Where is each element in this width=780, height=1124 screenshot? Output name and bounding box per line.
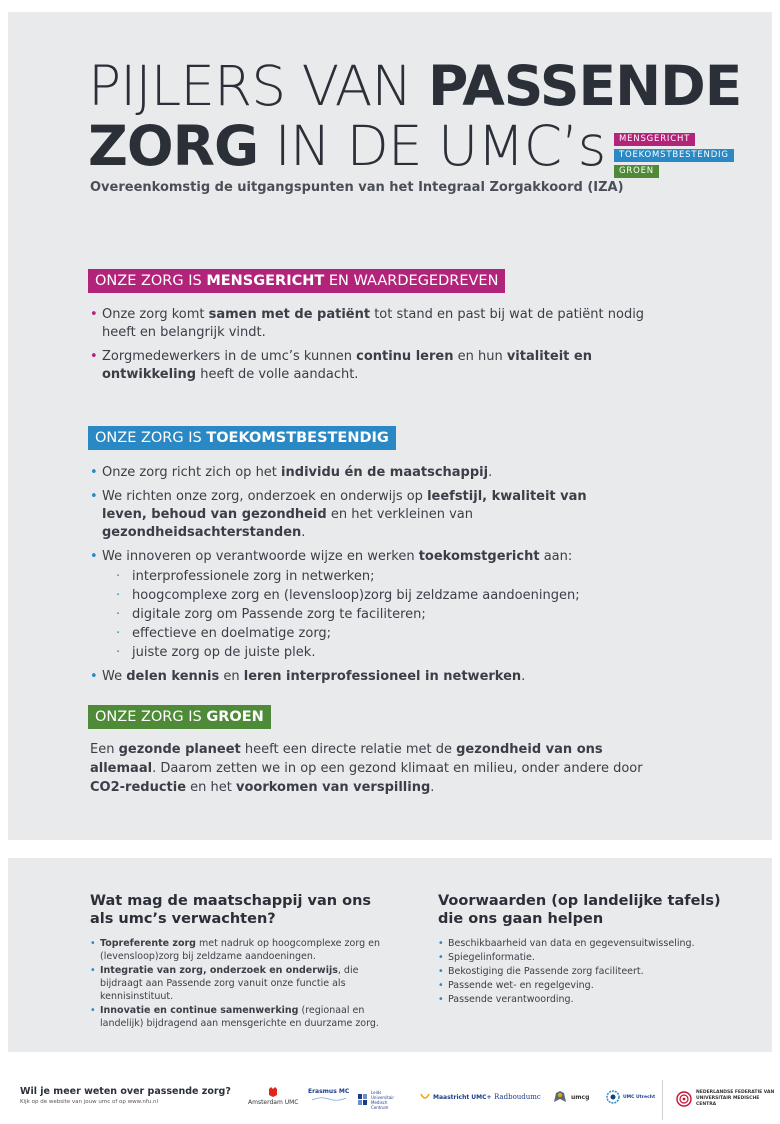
- expectations-title: Wat mag de maatschappij van ons als umc’s verwachten?: [90, 893, 372, 927]
- title-line1-normal: PIJLERS VAN: [88, 54, 428, 118]
- list-item: • Innovatie en continue samenwerking (regionaal en landelijk) bijdragend aan mensgerichte en duurzame zorg.: [90, 1004, 400, 1030]
- umc-utrecht-icon: [606, 1090, 620, 1104]
- list-item: • Zorgmedewerkers in de umc’s kunnen continu leren en hun vitaliteit en ontwikkeling heeft de volle aandacht.: [90, 348, 650, 384]
- lumc-icon: [358, 1094, 368, 1106]
- pillar-tags: [614, 126, 734, 174]
- list-item: • Integratie van zorg, onderzoek en onderwijs, die bijdraagt aan Passende zorg vanuit onze functie als kennisinstituut.: [90, 964, 400, 1003]
- list-item: • We innoveren op verantwoorde wijze en werken toekomstgericht aan: · interprofessionele zorg in netwerken; · hoogcomplexe zorg en (levensloop)zorg bij zeldzame aandoeningen; · digitale zorg om Passende zorg te faciliteren; · effectieve en doelmatige zorg; · juiste zorg op de juiste plek.: [90, 548, 590, 662]
- conditions-list: [438, 937, 738, 1007]
- section-heading-mensgericht: ONZE ZORG IS MENSGERICHT EN WAARDEGEDREVEN: [88, 269, 505, 293]
- nfu-icon: [676, 1091, 692, 1107]
- sub-list-item: · digitale zorg om Passende zorg te faciliteren;: [102, 606, 590, 624]
- logo-erasmus-mc[interactable]: Erasmus MC: [308, 1088, 349, 1102]
- sub-list-item: · juiste zorg op de juiste plek.: [102, 644, 590, 662]
- logo-radboudumc[interactable]: Radboudumc: [494, 1093, 541, 1101]
- list-item: • Passende verantwoording.: [438, 993, 738, 1006]
- tag-mensgericht: MENSGERICHT: [614, 133, 695, 146]
- section-heading-groen: ONZE ZORG IS GROEN: [88, 705, 271, 729]
- umcg-lion-icon: [552, 1090, 568, 1104]
- section-heading-toekomstbestendig: ONZE ZORG IS TOEKOMSTBESTENDIG: [88, 426, 396, 450]
- list-item: • We delen kennis en leren interprofessioneel in netwerken.: [90, 668, 590, 686]
- sub-list-item: · effectieve en doelmatige zorg;: [102, 625, 590, 643]
- list-item: • Topreferente zorg met nadruk op hoogcomplexe zorg en (levensloop)zorg bij zeldzame aandoeningen.: [90, 937, 400, 963]
- list-item: • Onze zorg richt zich op het individu én de maatschappij.: [90, 464, 590, 482]
- list-item: • Beschikbaarheid van data en gegevensuitwisseling.: [438, 937, 738, 950]
- sub-list-item: · hoogcomplexe zorg en (levensloop)zorg bij zeldzame aandoeningen;: [102, 587, 590, 605]
- mensgericht-list: [90, 306, 650, 390]
- tag-toekomstbestendig: TOEKOMSTBESTENDIG: [614, 149, 734, 162]
- innovation-sublist: [102, 568, 590, 662]
- toekomstbestendig-list: [90, 464, 590, 692]
- title-line1-bold: PASSENDE: [427, 54, 742, 118]
- logo-nfu[interactable]: NEDERLANDSE FEDERATIE VAN UNIVERSITAIR MEDISCHE CENTRA: [676, 1090, 778, 1108]
- logo-amsterdam-umc[interactable]: Amsterdam UMC: [248, 1086, 298, 1106]
- tag-groen: GROEN: [614, 165, 659, 178]
- title-line2-normal: IN DE UMC’s: [258, 114, 606, 178]
- list-item: • Bekostiging die Passende zorg faciliteert.: [438, 965, 738, 978]
- erasmus-swoosh-icon: [311, 1096, 347, 1102]
- maastricht-icon: [420, 1092, 430, 1102]
- amsterdam-umc-icon: [267, 1086, 279, 1098]
- list-item: • Spiegelinformatie.: [438, 951, 738, 964]
- expectations-list: [90, 937, 400, 1031]
- list-item: • We richten onze zorg, onderzoek en onderwijs op leefstijl, kwaliteit van leven, behoud van gezondheid en het verkleinen van gezondheidsachterstanden.: [90, 488, 590, 542]
- logo-maastricht-umc[interactable]: Maastricht UMC+: [420, 1092, 492, 1102]
- sub-list-item: · interprofessionele zorg in netwerken;: [102, 568, 590, 586]
- subtitle: Overeenkomstig de uitgangspunten van het Integraal Zorgakkoord (IZA): [90, 180, 624, 195]
- footer-link-text: Kijk op de website van jouw umc of op www.nfu.nl: [20, 1099, 159, 1105]
- conditions-title: Voorwaarden (op landelijke tafels) die ons gaan helpen: [438, 893, 721, 927]
- logo-umcg[interactable]: umcg: [552, 1090, 589, 1104]
- list-item: • Onze zorg komt samen met de patiënt tot stand en past bij wat de patiënt nodig heeft en belangrijk vindt.: [90, 306, 650, 342]
- footer-question: Wil je meer weten over passende zorg?: [20, 1086, 231, 1097]
- title-line2-bold: ZORG: [88, 114, 259, 178]
- groen-paragraph: Een gezonde planeet heeft een directe relatie met de gezondheid van ons allemaal. Daarom zetten we in op een gezond klimaat en milieu, onder andere door CO2-reductie en het voorkomen van verspilling.: [90, 742, 643, 795]
- logo-lumc[interactable]: Leids Universitair Medisch Centrum: [358, 1090, 403, 1110]
- logo-umc-utrecht[interactable]: UMC Utrecht: [606, 1090, 655, 1104]
- list-item: • Passende wet- en regelgeving.: [438, 979, 738, 992]
- footer-divider: [662, 1080, 663, 1120]
